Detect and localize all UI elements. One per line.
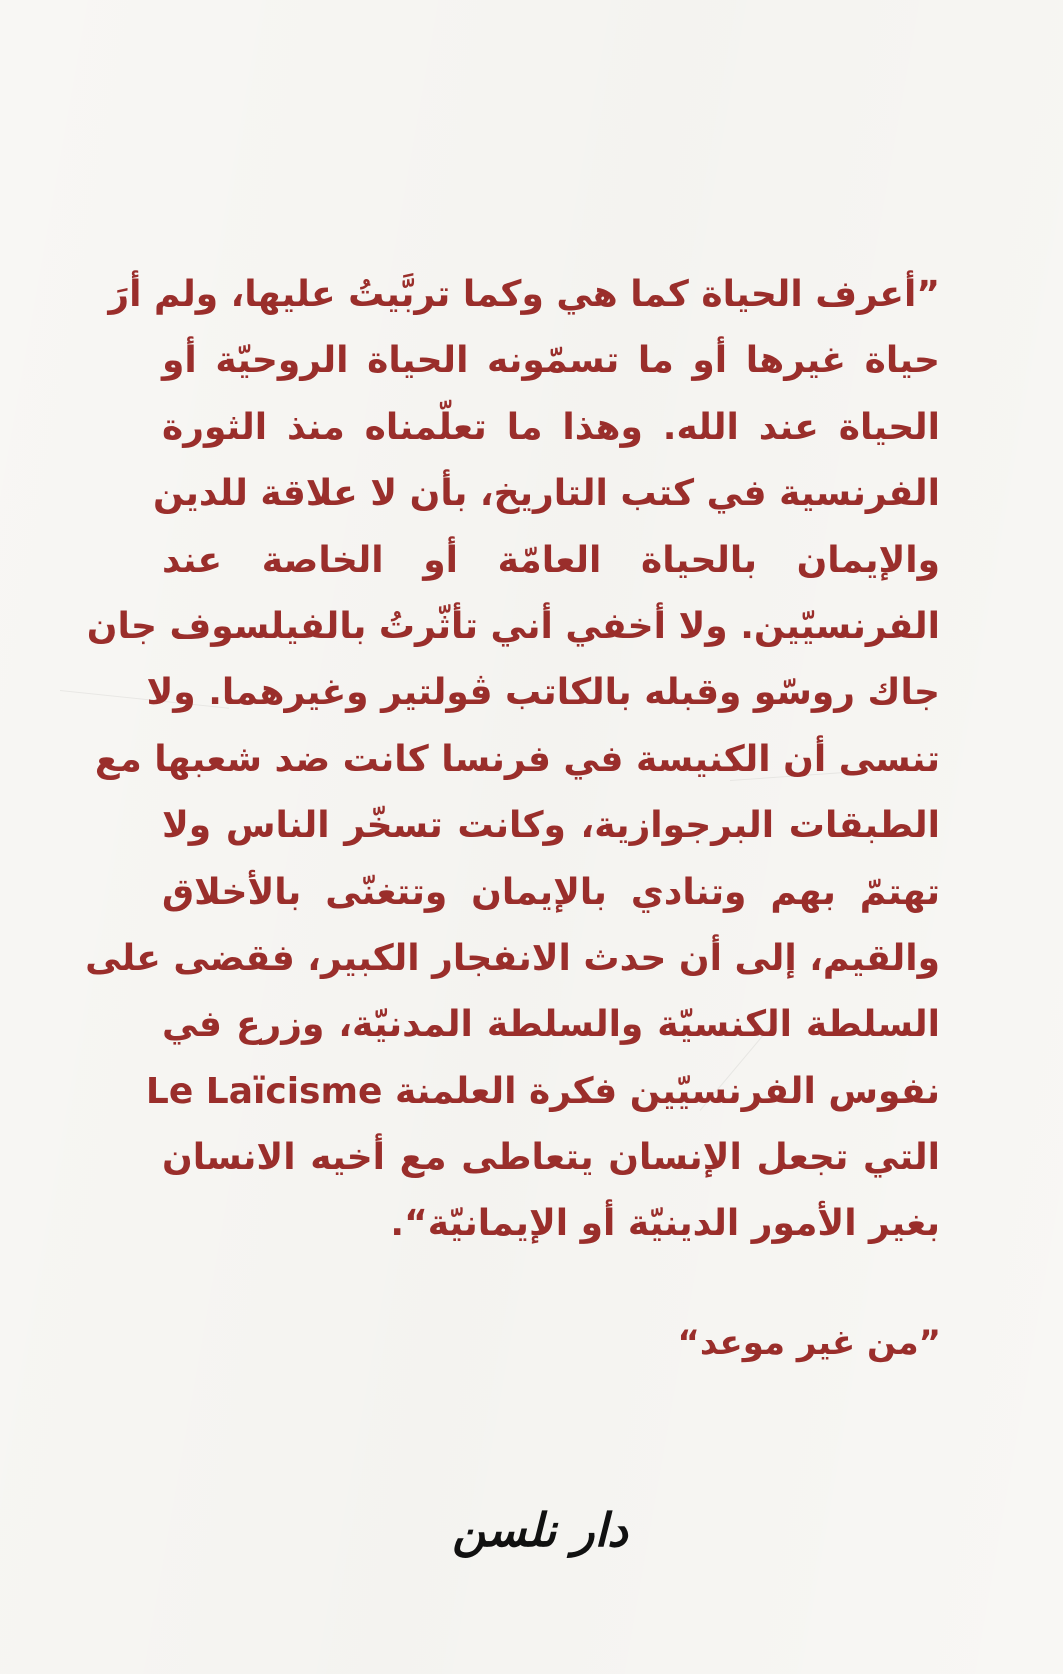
quote-source-title: ”من غير موعد“ <box>677 1323 941 1363</box>
quote-line: السلطة الكنسيّة والسلطة المدنيّة، وزرع في <box>162 1004 940 1046</box>
quote-line: الطبقات البرجوازية، وكانت تسخّر الناس ولا <box>162 805 940 847</box>
quote-line-arabic-part: نفوس الفرنسيّين فكرة العلمنة <box>394 1070 940 1112</box>
quote-line: تهتمّ بهم وتنادي بالإيمان وتتغنّى بالأخلاق <box>162 871 940 913</box>
quote-line: الفرنسيّين. ولا أخفي أني تأثّرتُ بالفيلسوف جان <box>86 605 940 647</box>
quote-line: الحياة عند الله. وهذا ما تعلّمناه منذ الثورة <box>162 406 940 448</box>
quote-line: التي تجعل الإنسان يتعاطى مع أخيه الانسان <box>162 1137 940 1179</box>
quote-line: والقيم، إلى أن حدث الانفجار الكبير، فقضى على <box>85 937 940 979</box>
quote-line: تنسى أن الكنيسة في فرنسا كانت ضد شعبها مع <box>94 738 940 780</box>
quote-line: والإيمان بالحياة العامّة أو الخاصة عند <box>162 539 940 581</box>
quote-text <box>85 262 940 1258</box>
quote-line: ”أعرف الحياة كما هي وكما تربَّيتُ عليها، ولم أرَ <box>108 274 940 315</box>
quote-line: جاك روسّو وقبله بالكاتب ڤولتير وغيرهما. ولا <box>146 672 940 714</box>
quote-line-latin-term: Le Laïcisme <box>145 1070 383 1112</box>
quote-line-mixed <box>145 1059 940 1125</box>
quote-line: الفرنسية في كتب التاريخ، بأن لا علاقة للدين <box>152 473 940 515</box>
publisher-logo: دار نلسن <box>452 1503 628 1557</box>
quote-line-final: بغير الأمور الدينيّة أو الإيمانيّة“. <box>390 1203 940 1245</box>
quote-line: حياة غيرها أو ما تسمّونه الحياة الروحيّة أو <box>162 340 940 382</box>
